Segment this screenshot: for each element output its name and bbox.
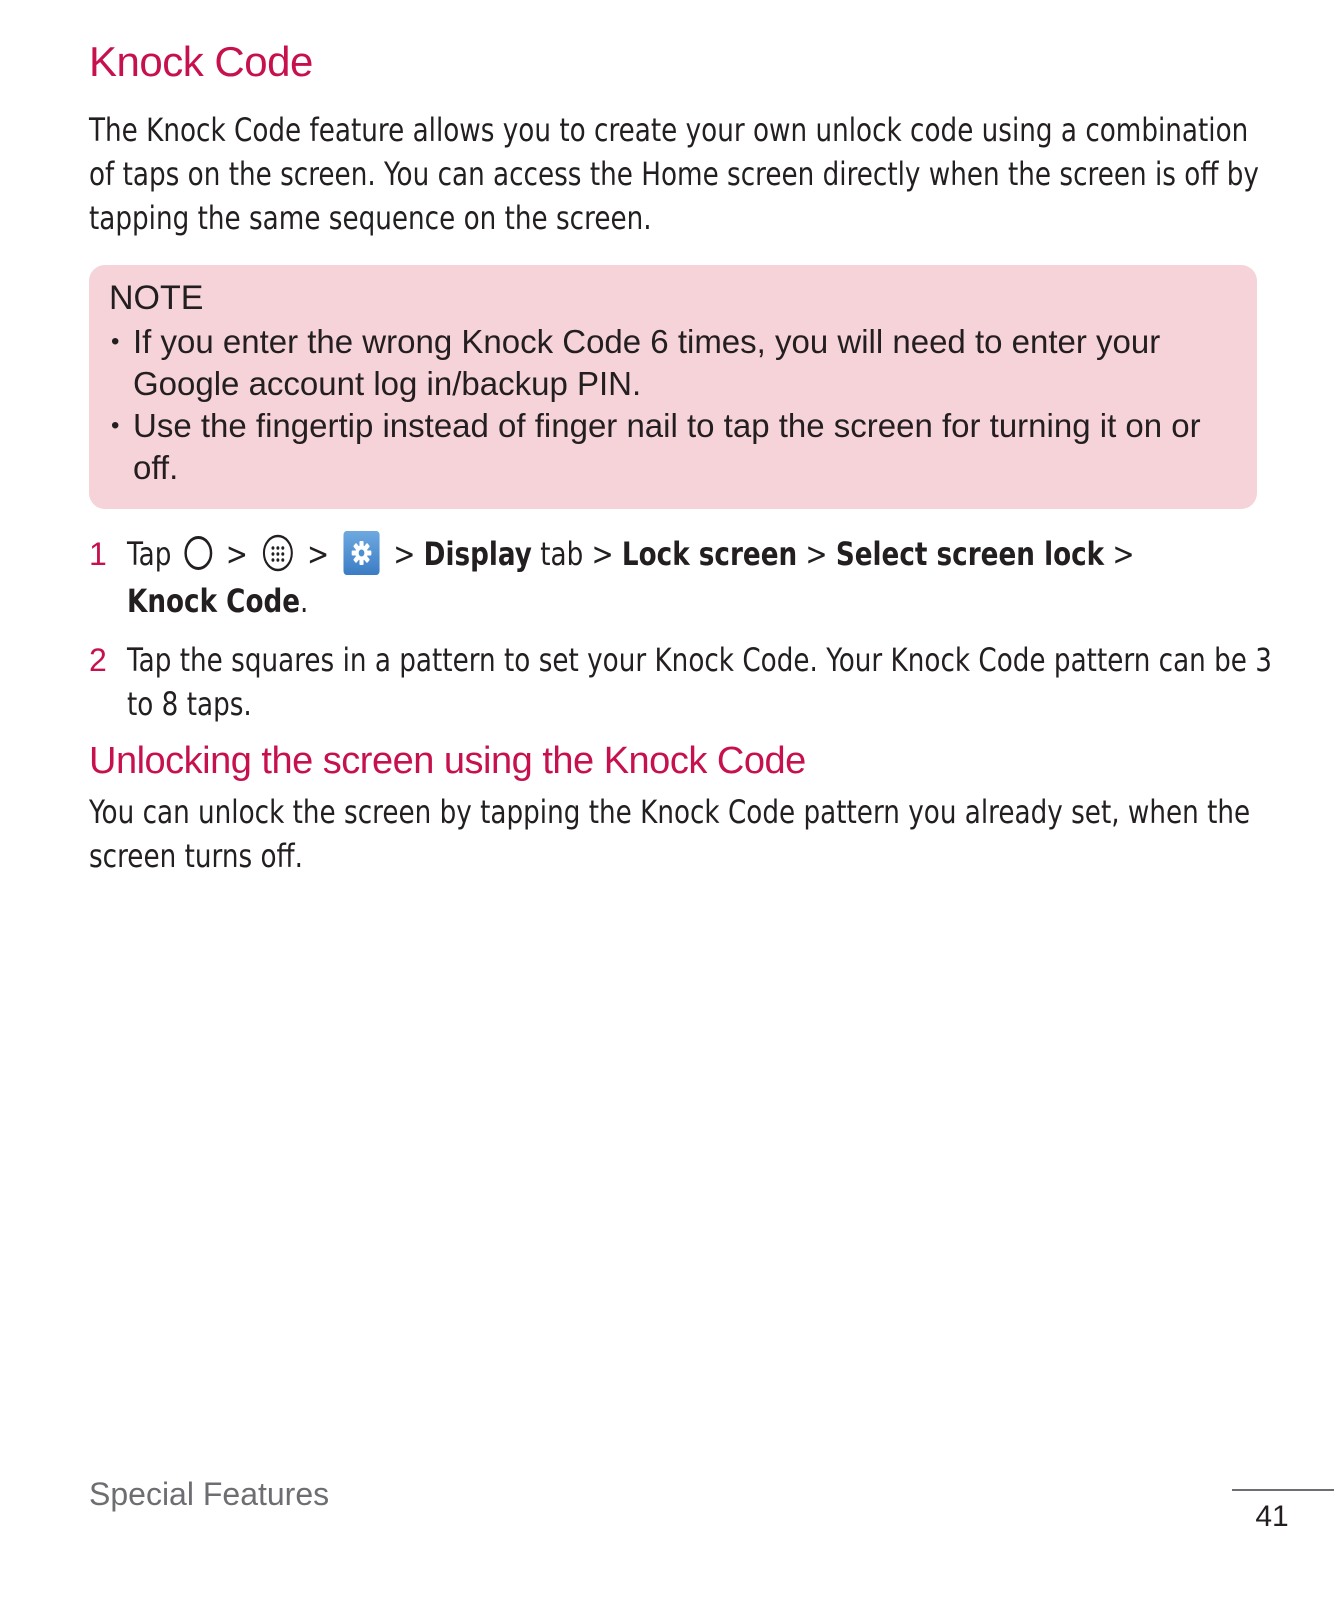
note-box xyxy=(89,265,1257,509)
intro-paragraph: The Knock Code feature allows you to create your own unlock code using a combination of taps on the screen. You can access the Home screen directly when the screen is off by tapping the same sequence on the screen. xyxy=(89,111,1259,237)
note-item xyxy=(109,321,1229,405)
lock-screen-label: Lock screen xyxy=(621,535,798,573)
tab-word: tab xyxy=(540,535,584,573)
footer-section-label: Special Features xyxy=(89,1476,330,1512)
apps-icon xyxy=(261,533,294,573)
bullet-icon: • xyxy=(111,328,120,355)
footer-rule xyxy=(1232,1489,1334,1491)
note-item xyxy=(109,405,1229,489)
separator: > xyxy=(307,535,330,573)
step-2 xyxy=(89,638,1289,726)
step-number: 1 xyxy=(89,536,107,572)
page-number: 41 xyxy=(1255,1500,1289,1533)
step-text xyxy=(127,532,1291,623)
knock-code-label: Knock Code xyxy=(127,582,301,620)
steps-list xyxy=(89,532,1289,726)
note-heading: NOTE xyxy=(109,279,204,317)
select-screen-lock-label: Select screen lock xyxy=(835,535,1105,573)
separator: > xyxy=(393,535,416,573)
separator: > xyxy=(1112,535,1135,573)
step-number: 2 xyxy=(89,642,107,678)
step-1 xyxy=(89,532,1289,622)
display-label: Display xyxy=(423,535,532,573)
step-tap-word: Tap xyxy=(127,535,172,573)
note-item-text: If you enter the wrong Knock Code 6 times, you will need to enter your Google account log in/backup PIN. xyxy=(133,323,1161,402)
separator: > xyxy=(591,535,614,573)
step-text: Tap the squares in a pattern to set your Knock Code. Your Knock Code pattern can be 3 to 8 taps. xyxy=(127,641,1272,723)
unlocking-heading: Unlocking the screen using the Knock Code xyxy=(89,740,806,782)
settings-icon xyxy=(342,530,380,576)
note-list xyxy=(109,321,1229,489)
period: . xyxy=(300,582,309,620)
unlocking-body: You can unlock the screen by tapping the Knock Code pattern you already set, when the screen turns off. xyxy=(89,793,1251,875)
separator: > xyxy=(805,535,828,573)
note-item-text: Use the fingertip instead of finger nail to tap the screen for turning it on or off. xyxy=(133,407,1201,486)
separator: > xyxy=(225,535,248,573)
page-title: Knock Code xyxy=(89,38,313,85)
bullet-icon: • xyxy=(111,412,120,439)
home-icon xyxy=(185,536,213,570)
